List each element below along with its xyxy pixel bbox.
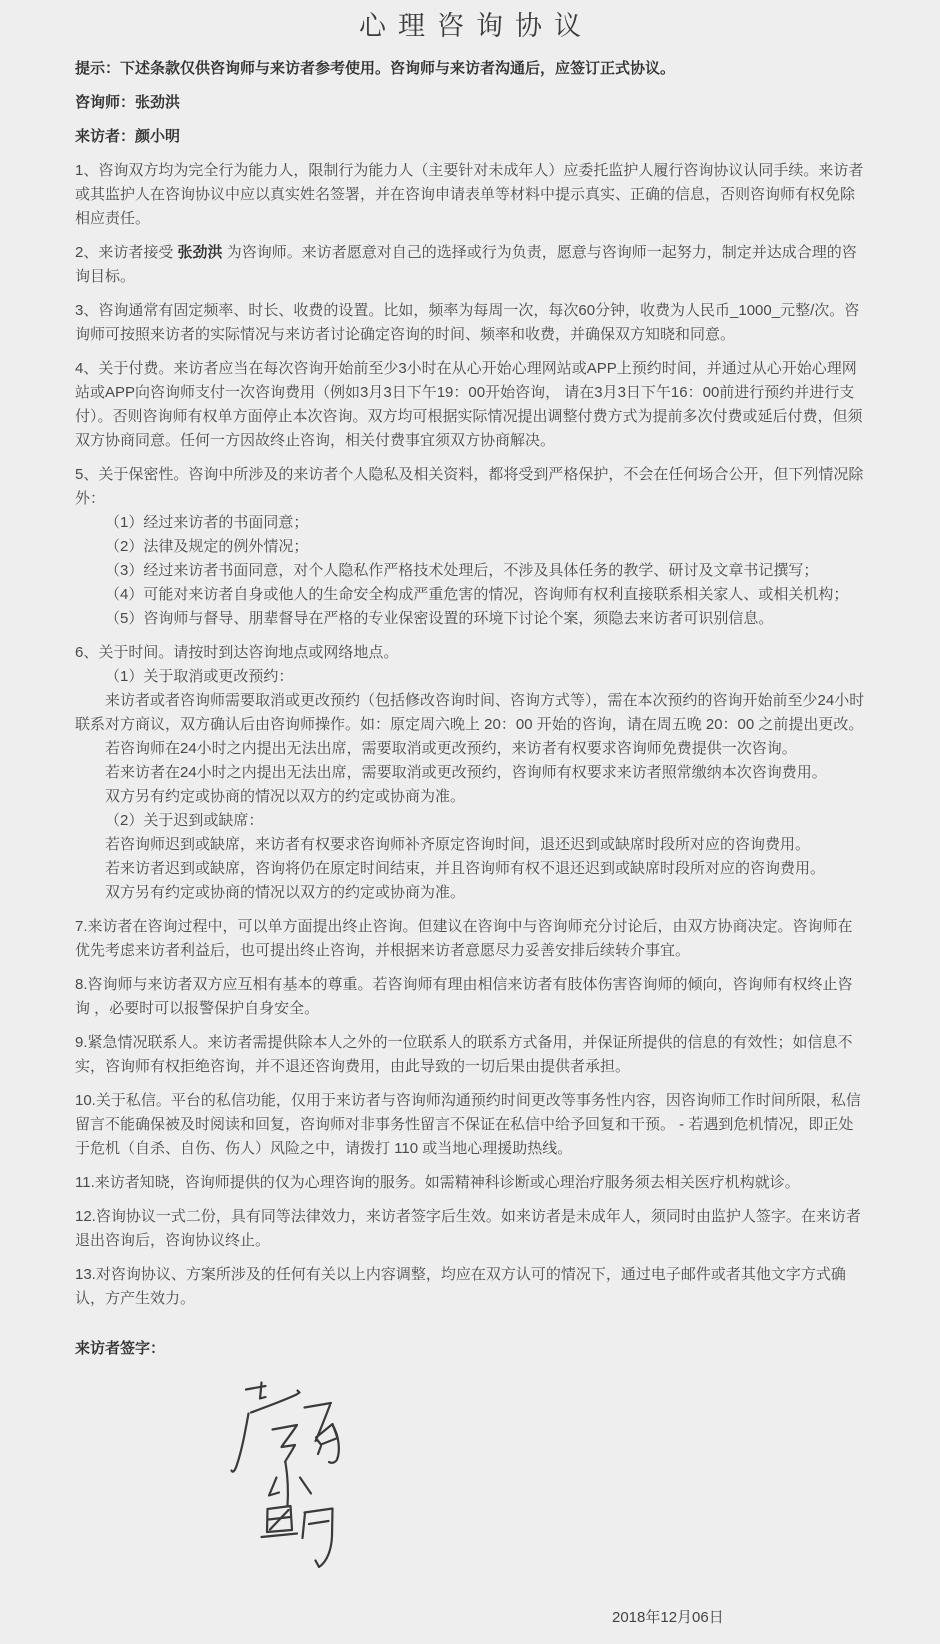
agreement-text: 双方另有约定或协商的情况以双方的约定或协商为准。 bbox=[105, 884, 466, 901]
agreement-text: 6、关于时间。请按时到达咨询地点或网络地点。 bbox=[75, 644, 399, 661]
agreement-block bbox=[75, 973, 865, 1021]
agreement-text: 若咨询师在24小时之内提出无法出席，需要取消或更改预约，来访者有权要求咨询师免费提供一次咨询。 bbox=[105, 740, 797, 757]
agreement-line bbox=[75, 1031, 865, 1079]
agreement-block bbox=[75, 915, 865, 963]
signature-stroke bbox=[260, 1383, 266, 1399]
agreement-line bbox=[75, 1263, 865, 1311]
agreement-block bbox=[75, 57, 865, 81]
agreement-text: 双方另有约定或协商的情况以双方的约定或协商为准。 bbox=[105, 788, 466, 805]
agreement-text: 若来访者迟到或缺席，咨询将仍在原定时间结束，并且咨询师有权不退还迟到或缺席时段所对应的咨询费用。 bbox=[105, 860, 826, 877]
agreement-line bbox=[75, 809, 865, 833]
agreement-line bbox=[75, 881, 865, 905]
signature-stroke bbox=[309, 1521, 329, 1524]
agreement-text: 7.来访者在咨询过程中，可以单方面提出终止咨询。但建议在咨询中与咨询师充分讨论后，由双方协商决定。咨询师在优先考虑来访者利益后，也可提出终止咨询，并根据来访者意愿尽力妥善安排后续转介事宜。 bbox=[75, 918, 853, 959]
agreement-block bbox=[75, 159, 865, 231]
visitor-signature-drawing bbox=[215, 1363, 365, 1578]
page-title: 心理咨询协议 bbox=[359, 11, 593, 41]
agreement-text: （2）关于迟到或缺席： bbox=[105, 812, 264, 829]
agreement-text: 2、来访者接受 bbox=[75, 244, 178, 261]
agreement-date: 2018年12月06日 bbox=[612, 1609, 724, 1626]
agreement-block bbox=[75, 91, 865, 115]
agreement-text: 1、咨询双方均为完全行为能力人，限制行为能力人（主要针对未成年人）应委托监护人履行咨询协议认同手续。来访者或其监护人在咨询协议中应以真实姓名签署，并在咨询申请表单等材料中提示真实、正确的信息，否则咨询师有权免除相应责任。 bbox=[75, 162, 864, 227]
agreement-line bbox=[75, 159, 865, 231]
signature-stroke bbox=[262, 1534, 298, 1538]
signature-stroke bbox=[305, 1509, 333, 1568]
agreement-line bbox=[75, 511, 865, 535]
agreement-block bbox=[75, 1089, 865, 1161]
agreement-line bbox=[75, 535, 865, 559]
agreement-line bbox=[75, 559, 865, 583]
agreement-line bbox=[75, 1171, 865, 1195]
signature-stroke bbox=[286, 1463, 288, 1507]
signature-stroke bbox=[251, 1391, 300, 1413]
agreement-text-bold: 张劲洪 bbox=[177, 244, 223, 261]
agreement-line bbox=[75, 357, 865, 453]
agreement-line bbox=[75, 689, 865, 737]
agreement-body bbox=[75, 57, 865, 1311]
agreement-block bbox=[75, 463, 865, 631]
visitor-signature-label: 来访者签字： bbox=[75, 1340, 166, 1357]
agreement-text: （2）法律及规定的例外情况； bbox=[105, 538, 309, 555]
agreement-line bbox=[75, 857, 865, 881]
agreement-line bbox=[75, 973, 865, 1021]
agreement-line bbox=[75, 761, 865, 785]
agreement-text: 11.来访者知晓，咨询师提供的仅为心理咨询的服务。如需精神科诊断或心理治疗服务须去相关医疗机构就诊。 bbox=[75, 1174, 800, 1191]
agreement-text: 4、关于付费。来访者应当在每次咨询开始前至少3小时在从心开始心理网站或APP上预约时间，并通过从心开始心理网站或APP向咨询师支付一次咨询费用（例如3月3日下午19：00开始咨询， 请在3月3日下午16：00前进行预约并进行支付）。否则咨询师有权单方面停止本次咨询。双方均可根据实际情况提出调整付费方式为提前多次付费或延后付费，但须双方协商同意。任何一方因故终止咨询，相关付费事宜须双方协商解决。 bbox=[75, 360, 863, 449]
agreement-text-bold: 提示：下述条款仅供咨询师与来访者参考使用。咨询师与来访者沟通后，应签订正式协议。 bbox=[75, 60, 676, 77]
agreement-text: 5、关于保密性。咨询中所涉及的来访者个人隐私及相关资料，都将受到严格保护，不会在任何场合公开，但下列情况除外： bbox=[75, 466, 864, 507]
agreement-line bbox=[75, 607, 865, 631]
signature-stroke bbox=[232, 1414, 249, 1472]
agreement-text: 若咨询师迟到或缺席，来访者有权要求咨询师补齐原定咨询时间，退还迟到或缺席时段所对应的咨询费用。 bbox=[105, 836, 811, 853]
agreement-line bbox=[75, 915, 865, 963]
agreement-block bbox=[75, 1171, 865, 1195]
agreement-text: （3）经过来访者书面同意，对个人隐私作严格技术处理后，不涉及具体任务的教学、研讨及文章书记撰写； bbox=[105, 562, 819, 579]
agreement-block bbox=[75, 125, 865, 149]
signature-stroke bbox=[246, 1386, 266, 1390]
agreement-text: 9.紧急情况联系人。来访者需提供除本人之外的一位联系人的联系方式备用，并保证所提供的信息的有效性；如信息不实，咨询师有权拒绝咨询，并不退还咨询费用，由此导致的一切后果由提供者承担。 bbox=[75, 1034, 853, 1075]
agreement-block bbox=[75, 241, 865, 289]
agreement-line bbox=[75, 57, 865, 81]
agreement-line bbox=[75, 833, 865, 857]
agreement-block bbox=[75, 299, 865, 347]
agreement-text-bold: 来访者：颜小明 bbox=[75, 128, 181, 145]
agreement-line bbox=[75, 1089, 865, 1161]
agreement-text: 10.关于私信。平台的私信功能，仅用于来访者与咨询师沟通预约时间更改等事务性内容，因咨询师工作时间所限，私信留言不能确保被及时阅读和回复，咨询师对非事务性留言不保证在私信中给予回复和干预。 - 若遇到危机情况，即正处于危机（自杀、自伤、伤人）风险之中，请拨打 110 或当地心理援助热线。 bbox=[75, 1092, 861, 1157]
agreement-text: （1）关于取消或更改预约： bbox=[105, 668, 294, 685]
signature-stroke bbox=[318, 1446, 321, 1454]
agreement-line bbox=[75, 299, 865, 347]
signature-stroke bbox=[273, 1425, 298, 1462]
agreement-block bbox=[75, 1205, 865, 1253]
agreement-line bbox=[75, 241, 865, 289]
agreement-line bbox=[75, 583, 865, 607]
agreement-text-bold: 咨询师：张劲洪 bbox=[75, 94, 181, 111]
agreement-text: 为咨询师。来访者愿意对自己的选择或行为负责，愿意与咨询师一起努力，制定并达成合理的咨询目标。 bbox=[75, 244, 857, 285]
signature-stroke bbox=[303, 1513, 306, 1538]
agreement-text: （1）经过来访者的书面同意； bbox=[105, 514, 309, 531]
agreement-line bbox=[75, 463, 865, 511]
agreement-block bbox=[75, 1031, 865, 1079]
agreement-block bbox=[75, 641, 865, 905]
agreement-line bbox=[75, 91, 865, 115]
agreement-block bbox=[75, 1263, 865, 1311]
agreement-text: （4）可能对来访者自身或他人的生命安全构成严重危害的情况，咨询师有权利直接联系相关家人、或相关机构； bbox=[105, 586, 849, 603]
agreement-text: 8.咨询师与来访者双方应互相有基本的尊重。若咨询师有理由相信来访者有肢体伤害咨询师的倾向，咨询师有权终止咨询 ，必要时可以报警保护自身安全。 bbox=[75, 976, 853, 1017]
signature-stroke bbox=[300, 1478, 311, 1494]
agreement-block bbox=[75, 357, 865, 453]
agreement-line bbox=[75, 641, 865, 665]
agreement-text: 来访者或者咨询师需要取消或更改预约（包括修改咨询时间、咨询方式等），需在本次预约的咨询开始前至少24小时联系对方商议，双方确认后由咨询师操作。如：原定周六晚上 20：00 开始的咨询，请在周五晚 20：00 之前提出更改。 bbox=[75, 692, 865, 733]
agreement-line bbox=[75, 125, 865, 149]
agreement-text: 若来访者在24小时之内提出无法出席，需要取消或更改预约，咨询师有权要求来访者照常缴纳本次咨询费用。 bbox=[105, 764, 827, 781]
agreement-line bbox=[75, 737, 865, 761]
agreement-line bbox=[75, 785, 865, 809]
agreement-line bbox=[75, 1205, 865, 1253]
visitor-signature-area bbox=[215, 1363, 865, 1578]
agreement-text: 3、咨询通常有固定频率、时长、收费的设置。比如，频率为每周一次，每次60分钟，收费为人民币_1000_元整/次。咨询师可按照来访者的实际情况与来访者讨论确定咨询的时间、频率和收费，并确保双方知晓和同意。 bbox=[75, 302, 860, 343]
signature-stroke bbox=[269, 1478, 279, 1496]
agreement-text: 12.咨询协议一式二份，具有同等法律效力，来访者签字后生效。如来访者是未成年人，须同时由监护人签字。在来访者退出咨询后，咨询协议终止。 bbox=[75, 1208, 861, 1249]
agreement-text: （5）咨询师与督导、朋辈督导在严格的专业保密设置的环境下讨论个案，须隐去来访者可识别信息。 bbox=[105, 610, 774, 627]
agreement-text: 13.对咨询协议、方案所涉及的任何有关以上内容调整，均应在双方认可的情况下，通过电子邮件或者其他文字方式确认，方产生效力。 bbox=[75, 1266, 846, 1307]
agreement-line bbox=[75, 665, 865, 689]
signature-stroke bbox=[305, 1403, 332, 1408]
